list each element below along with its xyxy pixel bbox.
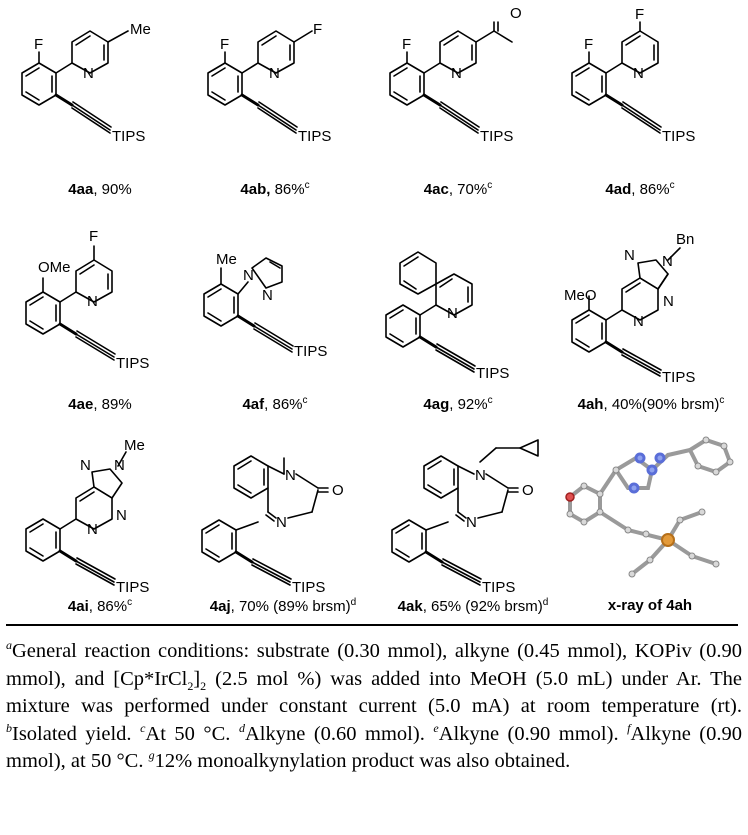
divider-rule — [6, 624, 738, 626]
structure-4ag — [386, 252, 475, 372]
atom-label: O — [522, 482, 534, 499]
atom-label: TIPS — [480, 128, 514, 145]
footnote-mark-d: d — [238, 720, 245, 735]
atom-label: N — [624, 247, 635, 264]
caption-4ac: 4ac, 70%$^c$ — [423, 180, 493, 198]
atom-label: N — [475, 467, 486, 484]
footnote-b-text: Isolated yield. — [12, 722, 141, 745]
atom-label: N — [662, 253, 673, 270]
atom-label: Me — [124, 437, 145, 454]
footnote-g-text: 12% monoalkynylation product was also obtained. — [154, 750, 571, 772]
caption-4ae: 4ae, 89% — [68, 396, 132, 413]
caption-4ak: 4ak, 65% (92% brsm)$^d$ — [397, 597, 549, 615]
atom-label: F — [34, 36, 44, 53]
atom-label: N — [466, 514, 477, 531]
atom-label: TIPS — [116, 355, 150, 372]
caption-xray: x-ray of 4ah — [607, 597, 693, 614]
atom-label: TIPS — [294, 343, 328, 360]
atom-label: F — [584, 36, 594, 53]
atom-label: N — [269, 65, 280, 82]
atom-label: N — [87, 521, 98, 538]
atom-label: Me — [130, 21, 151, 38]
atom-label: N — [114, 457, 125, 474]
footnote-mark-g: g — [148, 748, 155, 763]
structure-4ak — [392, 440, 538, 585]
caption-4ad: 4ad, 86%$^c$ — [605, 180, 675, 198]
atom-label: N — [285, 467, 296, 484]
caption-4aj: 4aj, 70% (89% brsm)$^d$ — [209, 597, 357, 615]
atom-label: TIPS — [482, 579, 516, 596]
atom-label: N — [633, 313, 644, 330]
footnotes: $^a$General reaction conditions: substrate (0.30 mmol), alkyne (0.45 mmol), KOPiv (0.90 mmol), and $[Cp*IrCl_2]_2$ (2.5 mol %) was added into MeOH (5.0 mL) under Ar. The mixture was performed under constant current (5.0 mA) at room temperature (rt). $^b$Isolated yield. $^c$At 50 °C. $^d$Alkyne (0.60 mmol). $^e$Alkyne (0.90 mmol). $^f$Alkyne (0.90 mmol), at 50 °C. $^g$12% monoalkynylation product was also obtained. — [6, 638, 743, 772]
atom-label: O — [510, 5, 522, 22]
atom-label: MeO — [564, 287, 597, 304]
footnote-c-text: At 50 °C. — [145, 722, 239, 745]
footnote-mark-b: b — [6, 720, 12, 735]
atom-label: N — [447, 305, 458, 322]
footnote-e-text: Alkyne (0.90 mmol). — [438, 722, 628, 745]
atom-label: N — [83, 65, 94, 82]
footnote-mark-c: c — [140, 720, 146, 735]
caption-4af: 4af, 86%$^c$ — [242, 395, 308, 413]
footnote-a-text: General reaction conditions: substrate (0.30 mmol), alkyne (0.45 mmol), KOPiv (0.90 mmol), and [Cp*IrCl — [6, 640, 742, 690]
caption-4aa: 4aa, 90% — [68, 181, 132, 198]
atom-label: N — [663, 293, 674, 310]
atom-label: TIPS — [292, 579, 326, 596]
structure-4aj — [202, 456, 328, 585]
atom-label: N — [116, 507, 127, 524]
atom-label: F — [220, 36, 230, 53]
structure-4ai — [26, 452, 126, 585]
footnote-mark-a: a — [6, 638, 12, 653]
atom-label: F — [89, 228, 99, 245]
caption-4ai: 4ai, 86%$^c$ — [67, 597, 133, 615]
atom-label: TIPS — [662, 128, 696, 145]
atom-label: TIPS — [662, 369, 696, 386]
atom-label: F — [313, 21, 323, 38]
caption-4ag: 4ag, 92%$^c$ — [423, 395, 493, 413]
atom-label: F — [635, 6, 645, 23]
atom-label: N — [633, 65, 644, 82]
atom-label: N — [243, 267, 254, 284]
atom-label: TIPS — [116, 579, 150, 596]
caption-4ah: 4ah, 40%(90% brsm)$^c$ — [577, 395, 725, 413]
footnote-f-text: Alkyne (0.90 mmol), at 50 °C. — [6, 722, 743, 772]
atom-label: N — [262, 287, 273, 304]
atom-label: N — [87, 293, 98, 310]
atom-label: F — [402, 36, 412, 53]
caption-4ab: 4ab, 86%$^c$ — [240, 180, 310, 198]
atom-label: Bn — [676, 231, 695, 248]
footnote-d-text: Alkyne (0.60 mmol). — [244, 722, 434, 745]
atom-label: TIPS — [112, 128, 146, 145]
atom-label: TIPS — [298, 128, 332, 145]
atom-label: O — [332, 482, 344, 499]
atom-label: Me — [216, 251, 237, 268]
footnote-mark-e: e — [433, 720, 439, 735]
atom-label: N — [80, 457, 91, 474]
xray-structure-image — [566, 437, 733, 577]
atom-label: TIPS — [476, 365, 510, 382]
atom-label: OMe — [38, 259, 71, 276]
atom-label: N — [276, 514, 287, 531]
footnote-mark-f: f — [627, 720, 631, 735]
atom-label: N — [451, 65, 462, 82]
